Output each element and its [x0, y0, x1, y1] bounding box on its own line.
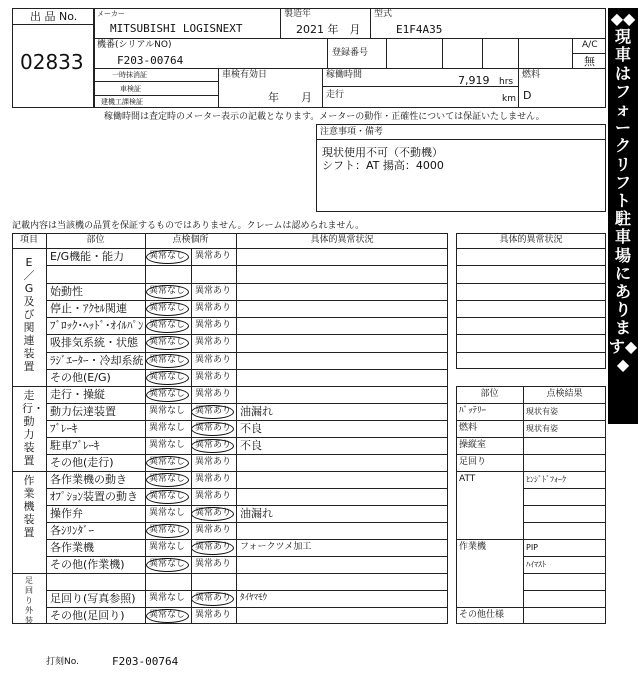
row-part-8: 動力伝達装置: [50, 405, 116, 418]
circle-mark-0: [146, 250, 189, 264]
opt-ok-16[interactable]: 異常なし: [149, 542, 186, 552]
cert-vehicle-label: 車検証: [120, 85, 141, 93]
lot-label: 出 品 No.: [30, 10, 78, 23]
opt-ok-4[interactable]: 異常なし: [149, 337, 186, 347]
header-detail: 具体的異常状況: [310, 235, 374, 245]
maker-label: メーカー: [97, 10, 125, 18]
circle-mark-3: [146, 319, 189, 333]
opt-ng-19[interactable]: 異常あり: [195, 610, 232, 620]
right-detail-box: [456, 233, 606, 369]
circle-mark-7: [146, 388, 189, 402]
opt-ng-5[interactable]: 異常あり: [195, 355, 232, 365]
side-banner-text: ◆◆現車はフォークリフト駐車場にあります◆◆: [608, 9, 638, 374]
reg-label: 登録番号: [332, 48, 369, 58]
result-part-7: その他仕様: [459, 610, 505, 620]
opt-ok-5[interactable]: 異常なし: [149, 355, 186, 365]
hours-unit: hrs: [499, 77, 514, 87]
row-detail-16: フォークツメ加工: [240, 542, 312, 552]
opt-ok-3[interactable]: 異常なし: [149, 320, 186, 330]
opt-ng-13[interactable]: 異常あり: [195, 491, 232, 501]
right-detail-label: 具体的異常状況: [499, 235, 563, 245]
row-part-17: その他(作業機): [50, 558, 125, 571]
header-check: 点検個所: [172, 235, 209, 245]
group-undercarriage: 足回り外装: [25, 576, 33, 625]
meter-note: 稼働時間は査定時のメーター表示の記載となります。メーターの動作・正確性については保証いたしません。: [104, 112, 545, 122]
result-part-1: 燃料: [459, 423, 478, 433]
result-header-part: 部位: [480, 389, 499, 399]
model-label: 型式: [374, 9, 393, 19]
row-detail-8: 油漏れ: [240, 405, 273, 418]
model-value: E1F4A35: [396, 23, 443, 36]
row-part-18: 足回り(写真参照): [50, 592, 136, 605]
row-part-0: E/G機能・能力: [50, 250, 125, 263]
group-drive: 走行・動力装置: [22, 389, 44, 467]
result-part-4: ATT: [459, 474, 476, 484]
opt-ok-15[interactable]: 異常なし: [149, 525, 186, 535]
row-part-3: ﾌﾞﾛｯｸ･ﾍｯﾄﾞ･ｵｲﾙﾊﾟﾝ: [50, 319, 144, 332]
row-detail-10: 不良: [240, 439, 262, 452]
header-item: 項目: [19, 235, 38, 245]
opt-ok-13[interactable]: 異常なし: [149, 491, 186, 501]
circle-mark-1: [146, 285, 189, 299]
opt-ok-10[interactable]: 異常なし: [149, 440, 186, 450]
row-part-19: その他(足回り): [50, 609, 125, 622]
result-part-0: ﾊﾞｯﾃﾘｰ: [459, 406, 487, 416]
row-part-11: その他(走行): [50, 456, 114, 469]
side-banner: [608, 8, 638, 424]
circle-mark-9: [191, 422, 234, 436]
row-detail-9: 不良: [240, 422, 262, 435]
year-label: 製造年: [284, 9, 312, 19]
opt-ok-19[interactable]: 異常なし: [149, 610, 186, 620]
cert-machine-label: 建機工課検証: [101, 98, 143, 106]
opt-ok-6[interactable]: 異常なし: [149, 372, 186, 382]
opt-ng-0[interactable]: 異常あり: [195, 251, 232, 261]
circle-mark-4: [146, 336, 189, 350]
opt-ng-2[interactable]: 異常あり: [195, 303, 232, 313]
opt-ng-16[interactable]: 異常あり: [195, 542, 232, 552]
opt-ng-9[interactable]: 異常あり: [195, 423, 232, 433]
cert-temp-label: 一時抹消証: [112, 71, 147, 79]
row-part-10: 駐車ﾌﾞﾚｰｷ: [50, 439, 100, 452]
ac-label: A/C: [582, 40, 598, 50]
circle-mark-14: [191, 507, 234, 521]
circle-mark-8: [191, 405, 234, 419]
opt-ok-12[interactable]: 異常なし: [149, 474, 186, 484]
opt-ok-17[interactable]: 異常なし: [149, 559, 186, 569]
row-part-15: 各ｼﾘﾝﾀﾞｰ: [50, 524, 94, 537]
row-part-1: 始動性: [50, 285, 83, 298]
opt-ng-3[interactable]: 異常あり: [195, 320, 232, 330]
circle-mark-6: [146, 371, 189, 385]
result-value-1: 現状有姿: [526, 424, 558, 433]
circle-mark-12: [146, 473, 189, 487]
result-header-result: 点検結果: [546, 389, 583, 399]
hours-label: 稼働時間: [326, 70, 363, 80]
circle-mark-15: [146, 524, 189, 538]
serial-value: F203-00764: [117, 54, 184, 67]
fuel-label: 燃料: [522, 70, 541, 80]
circle-mark-19: [146, 609, 189, 623]
opt-ng-14[interactable]: 異常あり: [195, 508, 232, 518]
stamp-value: F203-00764: [112, 655, 179, 668]
circle-mark-11: [146, 456, 189, 470]
opt-ok-2[interactable]: 異常なし: [149, 303, 186, 313]
opt-ng-1[interactable]: 異常あり: [195, 286, 232, 296]
opt-ng-10[interactable]: 異常あり: [195, 440, 232, 450]
opt-ok-0[interactable]: 異常なし: [149, 251, 186, 261]
result-part-3: 足回り: [459, 457, 487, 467]
opt-ng-11[interactable]: 異常あり: [195, 457, 232, 467]
inspect-value: 年 月: [268, 91, 312, 104]
result-value-4: ﾋﾝｼﾞﾄﾞﾌｫｰｸ: [526, 475, 566, 484]
maker-value: MITSUBISHI LOGISNEXT: [110, 22, 243, 35]
row-part-4: 吸排気系統・状態: [50, 336, 138, 349]
circle-mark-18: [191, 592, 234, 606]
ac-value: 無: [584, 55, 595, 68]
opt-ng-18[interactable]: 異常あり: [195, 593, 232, 603]
result-value-0: 現状有姿: [526, 407, 558, 416]
row-part-12: 各作業機の動き: [50, 473, 127, 486]
circle-mark-5: [146, 354, 189, 368]
opt-ng-4[interactable]: 異常あり: [195, 337, 232, 347]
result-part-2: 操縦室: [459, 440, 487, 450]
remarks-line2: シフト：AT 揚高：4000: [322, 159, 444, 172]
circle-mark-10: [191, 439, 234, 453]
row-part-9: ﾌﾞﾚｰｷ: [50, 422, 78, 435]
opt-ng-7[interactable]: 異常あり: [195, 389, 232, 399]
opt-ok-7[interactable]: 異常なし: [149, 389, 186, 399]
circle-mark-13: [146, 490, 189, 504]
result-part-5: 作業機: [459, 542, 487, 552]
opt-ok-8[interactable]: 異常なし: [149, 406, 186, 416]
circle-mark-16: [191, 541, 234, 555]
circle-mark-2: [146, 302, 189, 316]
opt-ng-8[interactable]: 異常あり: [195, 406, 232, 416]
inspect-label: 車検有効日: [222, 70, 268, 80]
opt-ng-6[interactable]: 異常あり: [195, 372, 232, 382]
row-detail-18: ﾀｲﾔﾏﾓｳ: [240, 593, 268, 603]
row-part-6: その他(E/G): [50, 371, 111, 384]
km-unit: km: [502, 94, 516, 104]
serial-label: 機番(シリアルNO): [97, 40, 172, 50]
hours-value: 7,919: [458, 74, 490, 87]
circle-mark-17: [146, 558, 189, 572]
opt-ok-9[interactable]: 異常なし: [149, 423, 186, 433]
row-part-16: 各作業機: [50, 541, 94, 554]
group-work: 作業機装置: [23, 474, 35, 539]
opt-ng-15[interactable]: 異常あり: [195, 525, 232, 535]
opt-ok-14[interactable]: 異常なし: [149, 508, 186, 518]
opt-ng-17[interactable]: 異常あり: [195, 559, 232, 569]
lot-number: 02833: [20, 50, 84, 74]
stamp-label: 打刻No.: [46, 657, 79, 667]
opt-ok-1[interactable]: 異常なし: [149, 286, 186, 296]
remarks-line1: 現状使用不可（不動機）: [322, 146, 443, 159]
disclaimer: 記載内容は当該機の品質を保証するものではありません。クレームは認められません。: [12, 221, 365, 231]
header-part: 部位: [86, 235, 105, 245]
row-part-7: 走行・操縦: [50, 388, 105, 401]
year-value: 2021 年 月: [296, 23, 361, 36]
row-part-5: ﾗｼﾞｴｰﾀｰ・冷却系統: [50, 354, 144, 367]
km-label: 走行: [326, 90, 345, 100]
opt-ok-18[interactable]: 異常なし: [149, 593, 186, 603]
result-value-5: PIP: [526, 543, 539, 552]
remarks-label: 注意事項・備考: [320, 127, 384, 137]
row-part-2: 停止・ｱｸｾﾙ関連: [50, 302, 127, 315]
opt-ok-11[interactable]: 異常なし: [149, 457, 186, 467]
row-detail-14: 油漏れ: [240, 507, 273, 520]
opt-ng-12[interactable]: 異常あり: [195, 474, 232, 484]
fuel-value: D: [523, 89, 532, 102]
result-value-6: ﾊｲﾏｽﾄ: [526, 560, 546, 569]
row-part-13: ｵﾌﾟｼｮﾝ装置の動き: [50, 490, 138, 503]
row-part-14: 操作弁: [50, 507, 83, 520]
group-engine: E／G及び関連装置: [23, 256, 35, 373]
